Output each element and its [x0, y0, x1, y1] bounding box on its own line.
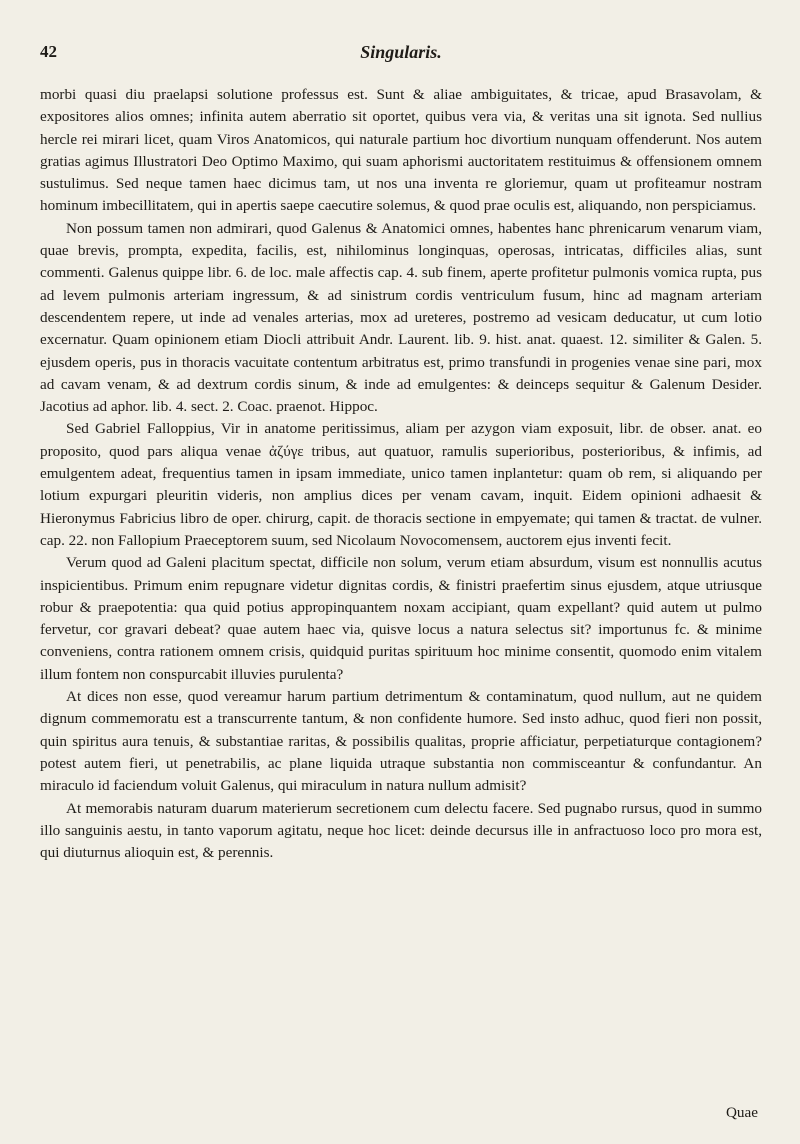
running-head: Singularis. [360, 42, 442, 62]
paragraph-3: Sed Gabriel Falloppius, Vir in anatome peritissimus, aliam per azygon viam exposuit, libr. de obser. anat. eo proposito, quod pars aliqua venae ἀζύγε tribus, aut quatuor, ramulis superioribus, posterioribus, & infimis, ad emulgentem adeat, frequentius tamen in ipsam immediate, unico tamen inplantetur: quam ob rem, si aliquando per lotium expurgari pleuritin videris, non amplius dices per venam cavam, inquit. Eidem opinioni adhaesit & Hieronymus Fabricius libro de oper. chirurg, capit. de thoracis sectione in empyemate; qui tamen & tractat. de vulner. cap. 22. non Fallopium Praeceptorem suum, sed Nicolaum Novocomensem, auctorem ejus inventi fecit. [40, 420, 762, 549]
paragraph-1: morbi quasi diu praelapsi solutione professus est. Sunt & aliae ambiguitates, & tricae, apud Brasavolam, & expositores alios omnes; infinita autem aberratio sit oportet, quibus vera via, & veritas una sit ignota. Sed nullius hercle rei mirari licet, quam Viros Anatomicos, qui naturale partium hoc divortium nunquam offenderunt. Nos autem gratias agimus Illustratori Deo Optimo Maximo, qui suam aphorismi auctoritatem restituimus & offensionem omnem sustulimus. Sed neque tamen haec dicimus tam, ut nos una inventa re gloriemur, quam ut profiteamur nostram hominum imbecillitatem, qui in apertis saepe caecutire solemus, & quod prae oculis est, aliquando, non perspiciamus. [40, 86, 762, 215]
page-header [40, 42, 762, 70]
paragraph-2: Non possum tamen non admirari, quod Galenus & Anatomici omnes, habentes hanc phrenicarum venarum viam, quae brevis, prompta, expedita, facilis, est, nihilominus longinquas, operosas, intricatas, difficiles alias, sunt commenti. Galenus quippe libr. 6. de loc. male affectis cap. 4. sub finem, aperte profitetur pulmonis vomica rupta, pus ad levem pulmonis arteriam ingressum, & ad sinistrum cordis ventriculum fusum, hinc ad magnam arteriam descendentem repere, ut inde ad venales arterias, mox ad ureteres, postremo ad vesicam deducatur, ut cum lotio excernatur. Quam opinionem etiam Diocli attribuit Andr. Laurent. lib. 9. hist. anat. quaest. 12. similiter & Galen. 5. ejusdem operis, pus in thoracis vacuitate contentum arbitratus est, primo transfundi in progenies venae sine pari, mox ad cavam venam, & ad dextrum cordis sinum, & inde ad emulgentes: & deinceps sequitur & Galenum Desider. Jacotius ad aphor. lib. 4. sect. 2. Coac. praenot. Hippoc. [40, 219, 762, 416]
paragraph-6: At memorabis naturam duarum materierum secretionem cum delectu facere. Sed pugnabo rursus, quod in summo illo sanguinis aestu, in tanto vaporum agitatu, neque hoc licet: deinde decursus ille in anfractuoso loco pro mora est, qui diuturnus alioquin est, & perennis. [40, 799, 762, 862]
paragraph-5: At dices non esse, quod vereamur harum partium detrimentum & contaminatum, quod nullum, aut ne quidem dignum commemoratu est a transcurrente tantum, & non confidente humore. Sed insto adhuc, quod fieri non possit, quin spiritus aura tenuis, & substantiae raritas, & possibilis qualitas, proprie afficiatur, perpetiaturque contagionem? potest autem fieri, ut penetrabilis, ac plane liquida utraque substantia non commisceantur & confundantur. An miraculo id faciendum voluit Galenus, qui miraculum in natura nullum admisit? [40, 688, 762, 795]
page-number: 42 [40, 42, 57, 61]
body-text [40, 84, 762, 864]
paragraph-4: Verum quod ad Galeni placitum spectat, difficile non solum, verum etiam absurdum, visum est nonnullis acutus inspicientibus. Primum enim repugnare videtur dignitas cordis, & finistri praefertim sinus ejusdem, atque utriusque robur & praepotentia: qua quid potius appropinquantem noxam accipiant, quam expellant? quid autem ut pulmo fervetur, cor gravari debeat? quae autem haec via, quisve locus a natura selectus sit? importunus fc. & minime conveniens, contra rationem omnem crisis, quidquid puritas spirituum hoc minime consentit, quomodo enim vitalem illum fontem non conspurcabit illuvies purulenta? [40, 554, 762, 683]
catchword: Quae [725, 1104, 758, 1121]
